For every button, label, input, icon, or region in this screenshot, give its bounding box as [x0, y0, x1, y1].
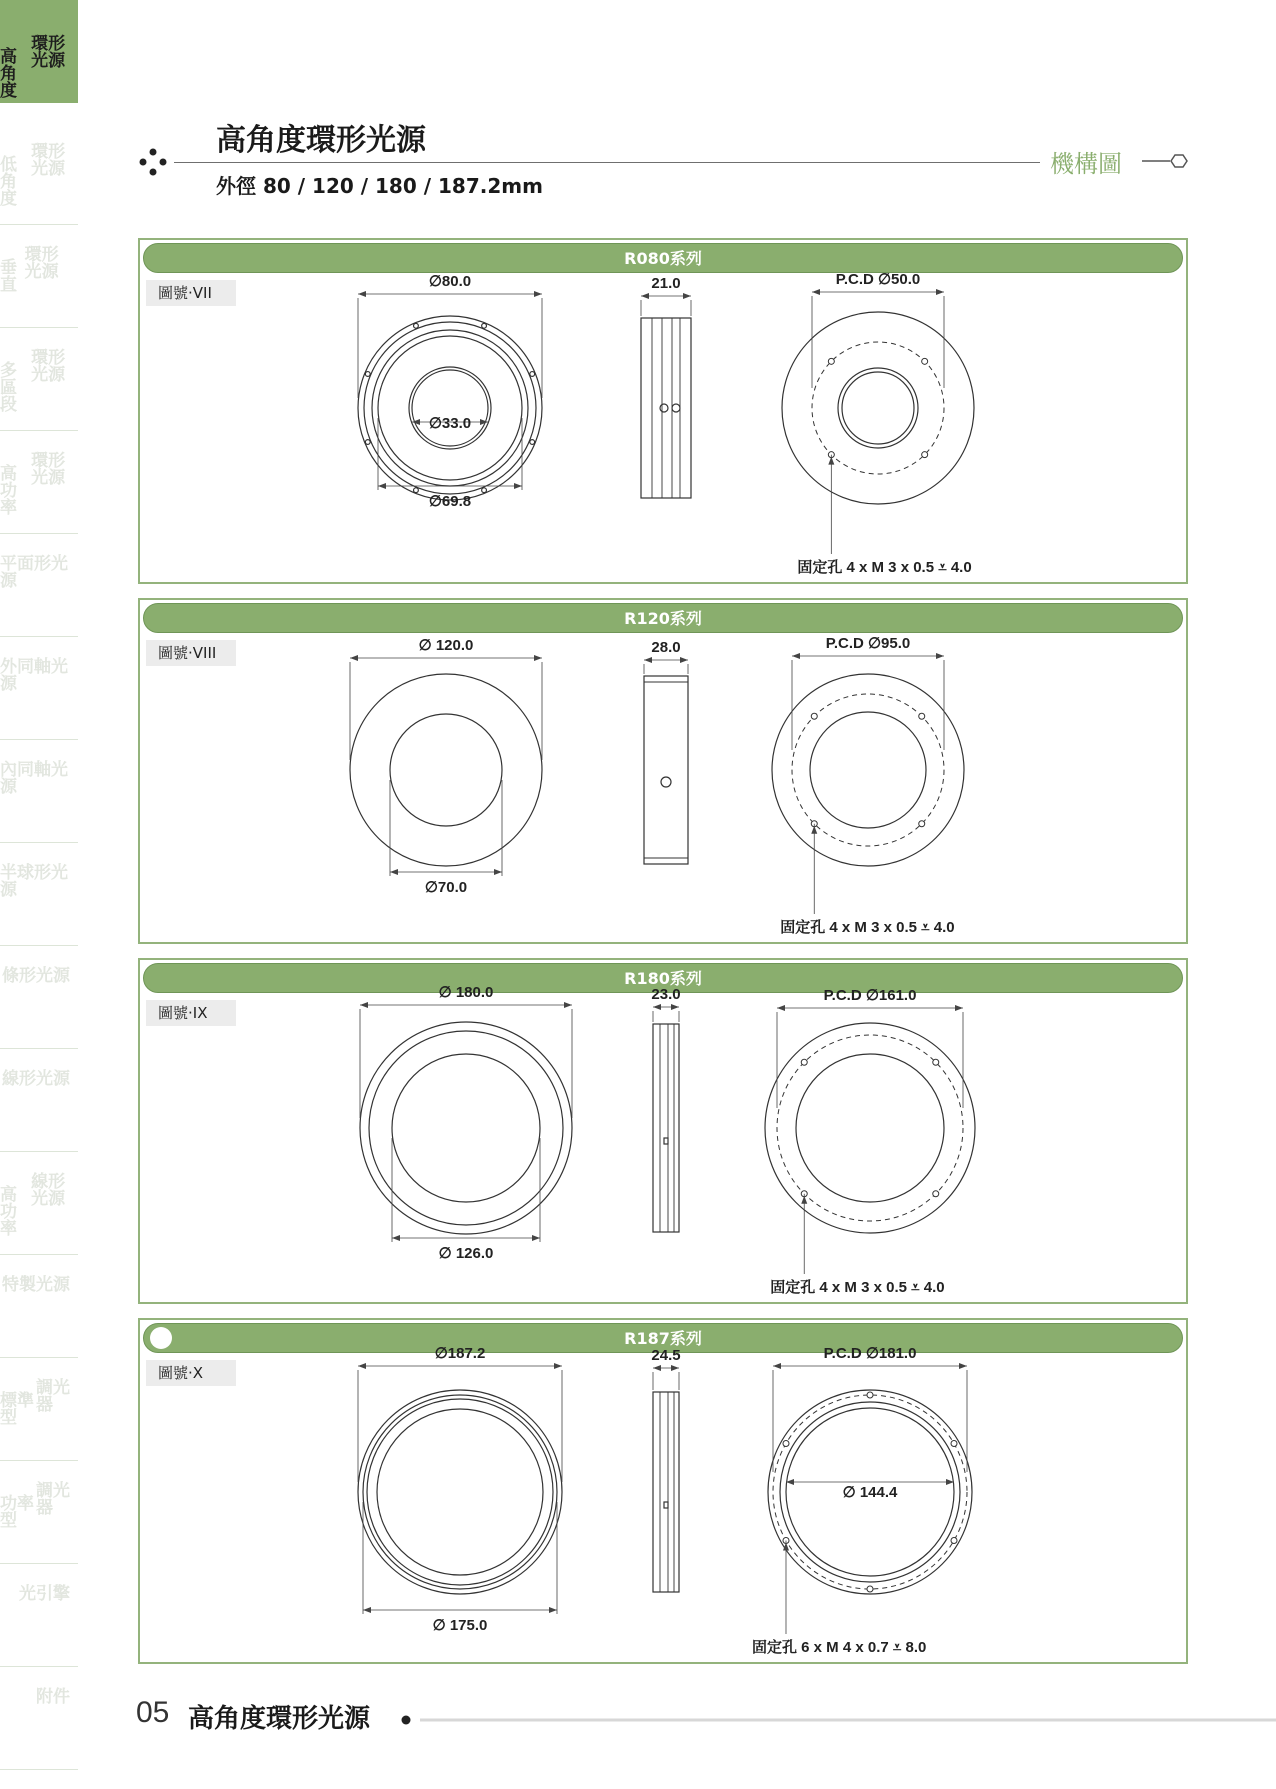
sidebar-item-label: 線形光源: [31, 1172, 66, 1209]
pcd-label: P.C.D ∅50.0: [835, 271, 921, 288]
sidebar-item-label: 高角度: [0, 47, 17, 101]
sidebar-item-label: 特製光源: [2, 1275, 70, 1295]
sidebar-item-label: 調光器: [36, 1378, 70, 1415]
series-section: [138, 958, 1188, 1304]
figure-number-label: 圖號‧X: [146, 1360, 236, 1386]
sidebar-item-label: 高功率: [0, 1185, 17, 1239]
back-view-drawing: [752, 1345, 972, 1656]
pcd-label: P.C.D ∅95.0: [825, 635, 911, 652]
mechanical-drawing: [140, 600, 1186, 942]
sidebar-item-label: 環形光源: [24, 245, 59, 282]
inner-diameter-label: ∅69.8: [428, 493, 472, 510]
sidebar-item-label: 環形光源: [31, 348, 66, 385]
series-section: [138, 1318, 1188, 1664]
sidebar-item[interactable]: [0, 122, 78, 225]
page-subtitle: 外徑 80 / 120 / 180 / 187.2mm: [216, 174, 543, 198]
sidebar-item-label: 內同軸光源: [0, 760, 68, 797]
sidebar-item[interactable]: [0, 1049, 78, 1152]
sidebar-item[interactable]: [0, 328, 78, 431]
pcd-label: P.C.D ∅181.0: [823, 1345, 917, 1362]
side-view-drawing: [641, 275, 691, 498]
sidebar-item-label: 環形光源: [31, 451, 66, 488]
inner-diameter-label: ∅70.0: [424, 879, 468, 896]
sidebar-item[interactable]: [0, 1564, 78, 1667]
section-label: 機構圖: [1050, 150, 1122, 178]
side-view-drawing: [644, 639, 688, 864]
footer-divider: [400, 1712, 1276, 1728]
sidebar-item[interactable]: [0, 0, 78, 103]
series-section: [138, 598, 1188, 944]
series-name: R187系列: [624, 1329, 702, 1348]
sidebar-item-label: 附件: [36, 1687, 70, 1707]
sidebar-item-label: 外同軸光源: [0, 657, 68, 694]
side-view-drawing: [651, 986, 680, 1232]
sidebar-item-label: 低角度: [0, 155, 17, 209]
thickness-label: 23.0: [651, 986, 681, 1003]
sidebar-item[interactable]: [0, 1461, 78, 1564]
figure-number-label: 圖號‧IX: [146, 1000, 236, 1026]
sidebar-item-label: 線形光源: [2, 1069, 70, 1089]
front-view-drawing: [358, 1345, 562, 1634]
sidebar-item-label: 功率型: [0, 1494, 34, 1531]
footer-title: 高角度環形光源: [188, 1704, 371, 1734]
page-number: 05: [136, 1696, 170, 1729]
bore-diameter-label: ∅33.0: [428, 415, 472, 432]
series-section: [138, 238, 1188, 584]
outer-diameter-label: ∅ 120.0: [418, 637, 474, 654]
sidebar-item-label: 條形光源: [2, 966, 70, 986]
sidebar-item-label: 標準型: [0, 1391, 34, 1428]
sidebar-item-label: 垂直: [0, 258, 17, 295]
pcd-label: P.C.D ∅161.0: [823, 987, 917, 1004]
mounting-holes-note: 固定孔 6 x M 4 x 0.7 ⩡ 8.0: [751, 1639, 927, 1656]
outer-diameter-label: ∅80.0: [428, 273, 472, 290]
sidebar-item-label: 調光器: [36, 1481, 70, 1518]
back-view-drawing: [782, 271, 974, 576]
sidebar-item-label: 環形光源: [31, 34, 66, 71]
sidebar-item[interactable]: [0, 225, 78, 328]
thickness-label: 28.0: [651, 639, 681, 656]
mounting-holes-note: 固定孔 4 x M 3 x 0.5 ⩡ 4.0: [780, 919, 955, 936]
category-sidebar: [0, 0, 80, 1789]
back-view-drawing: [772, 635, 964, 936]
front-view-drawing: [350, 637, 542, 896]
inner-diameter-label: ∅ 126.0: [438, 1245, 494, 1262]
hexagon-marker-icon: [1140, 153, 1188, 169]
sidebar-item-label: 環形光源: [31, 142, 66, 179]
sidebar-item[interactable]: [0, 946, 78, 1049]
sidebar-item[interactable]: [0, 637, 78, 740]
thickness-label: 21.0: [651, 275, 681, 292]
inner-diameter-label: ∅ 175.0: [432, 1617, 488, 1634]
sidebar-item-label: 光引擎: [19, 1584, 70, 1604]
mechanical-drawing: [140, 960, 1186, 1302]
thickness-label: 24.5: [651, 1347, 681, 1364]
sidebar-item[interactable]: [0, 740, 78, 843]
mechanical-drawing: [140, 1320, 1186, 1662]
sidebar-item-label: 半球形光源: [0, 863, 68, 900]
diamond-dots-icon: [138, 148, 168, 178]
figure-number-label: 圖號‧VII: [146, 280, 236, 306]
series-name: R120系列: [624, 609, 702, 628]
sidebar-item[interactable]: [0, 431, 78, 534]
sidebar-item-label: 多區段: [0, 361, 17, 415]
sidebar-item[interactable]: [0, 843, 78, 946]
sidebar-item-label: 高功率: [0, 464, 17, 518]
sidebar-item[interactable]: [0, 1255, 78, 1358]
sidebar-item[interactable]: [0, 1667, 78, 1770]
sidebar-item[interactable]: [0, 1358, 78, 1461]
front-view-drawing: [360, 984, 572, 1262]
sidebar-item[interactable]: [0, 534, 78, 637]
mounting-holes-note: 固定孔 4 x M 3 x 0.5 ⩡ 4.0: [797, 559, 972, 576]
front-view-drawing: [358, 273, 542, 510]
mounting-holes-note: 固定孔 4 x M 3 x 0.5 ⩡ 4.0: [770, 1279, 945, 1296]
figure-number-label: 圖號‧VIII: [146, 640, 236, 666]
outer-diameter-label: ∅ 180.0: [438, 984, 494, 1001]
sidebar-item-label: 平面形光源: [0, 554, 68, 591]
header-divider: [174, 162, 1040, 163]
bore-diameter-label: ∅ 144.4: [842, 1484, 898, 1501]
mechanical-drawing: [140, 240, 1186, 582]
back-view-drawing: [765, 987, 975, 1296]
page-title: 高角度環形光源: [216, 123, 426, 158]
series-name: R180系列: [624, 969, 702, 988]
side-view-drawing: [651, 1347, 680, 1592]
sidebar-item[interactable]: [0, 1152, 78, 1255]
outer-diameter-label: ∅187.2: [434, 1345, 486, 1362]
series-name: R080系列: [624, 249, 702, 268]
